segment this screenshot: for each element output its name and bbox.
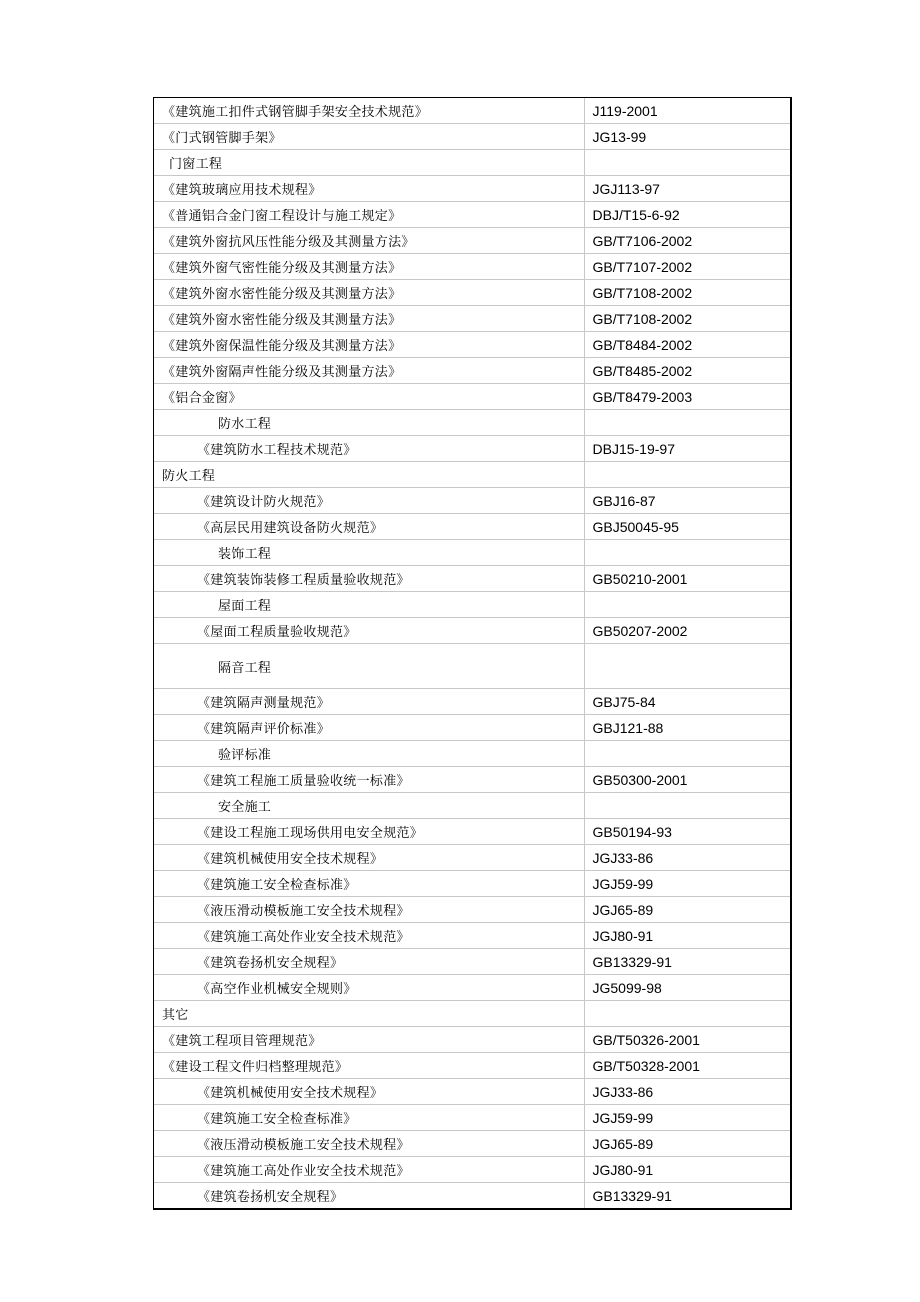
table-row bbox=[154, 923, 790, 949]
standard-name-cell: 《建筑卷扬机安全规程》 bbox=[154, 949, 584, 975]
table-row bbox=[154, 306, 790, 332]
standard-code-cell bbox=[584, 540, 790, 566]
standard-name-cell: 《建筑隔声评价标准》 bbox=[154, 715, 584, 741]
section-title-cell: 装饰工程 bbox=[154, 540, 584, 566]
section-header-row bbox=[154, 793, 790, 819]
standard-name-cell: 《建筑设计防火规范》 bbox=[154, 488, 584, 514]
standard-code-cell bbox=[584, 793, 790, 819]
standard-name-cell: 《建筑机械使用安全技术规程》 bbox=[154, 845, 584, 871]
standard-code-cell: GB/T7108-2002 bbox=[584, 280, 790, 306]
standard-code-cell: JGJ33-86 bbox=[584, 1079, 790, 1105]
standard-code-cell: JGJ33-86 bbox=[584, 845, 790, 871]
standard-name-cell: 《液压滑动模板施工安全技术规程》 bbox=[154, 897, 584, 923]
standard-code-cell: GB/T8485-2002 bbox=[584, 358, 790, 384]
standard-name-cell: 《建筑外窗水密性能分级及其测量方法》 bbox=[154, 306, 584, 332]
table-row bbox=[154, 1157, 790, 1183]
table-row bbox=[154, 1105, 790, 1131]
standard-code-cell: GBJ50045-95 bbox=[584, 514, 790, 540]
table-row bbox=[154, 436, 790, 462]
standard-name-cell: 《建筑施工安全检查标准》 bbox=[154, 1105, 584, 1131]
table-row bbox=[154, 1079, 790, 1105]
table-row bbox=[154, 1131, 790, 1157]
standard-code-cell: DBJ15-19-97 bbox=[584, 436, 790, 462]
section-header-row bbox=[154, 462, 790, 488]
section-title-cell: 验评标准 bbox=[154, 741, 584, 767]
standard-name-cell: 《建筑装饰装修工程质量验收规范》 bbox=[154, 566, 584, 592]
table-row bbox=[154, 384, 790, 410]
standard-code-cell bbox=[584, 410, 790, 436]
table-row bbox=[154, 514, 790, 540]
standard-name-cell: 《建筑卷扬机安全规程》 bbox=[197, 1190, 344, 1205]
section-header-row bbox=[154, 540, 790, 566]
standard-code-cell: GB/T7106-2002 bbox=[584, 228, 790, 254]
table-row bbox=[154, 202, 790, 228]
standard-code-cell: JGJ80-91 bbox=[584, 1157, 790, 1183]
standard-name-cell: 《建设工程文件归档整理规范》 bbox=[154, 1053, 584, 1079]
standards-table-body bbox=[154, 98, 790, 1208]
table-row bbox=[154, 715, 790, 741]
table-row bbox=[154, 228, 790, 254]
standard-code-cell: J119-2001 bbox=[584, 98, 790, 124]
table-row bbox=[154, 949, 790, 975]
standard-name-cell: 《建筑施工高处作业安全技术规范》 bbox=[154, 1157, 584, 1183]
standard-name-cell: 《建筑外窗气密性能分级及其测量方法》 bbox=[154, 254, 584, 280]
standard-code-cell: JGJ65-89 bbox=[584, 897, 790, 923]
standard-name-cell: 《建筑施工扣件式钢管脚手架安全技术规范》 bbox=[154, 98, 584, 124]
standard-name-cell: 《建筑施工高处作业安全技术规范》 bbox=[154, 923, 584, 949]
standard-code-cell: GB13329-91 bbox=[584, 1183, 790, 1209]
standard-name-cell: 《普通铝合金门窗工程设计与施工规定》 bbox=[154, 202, 584, 228]
table-row bbox=[154, 254, 790, 280]
standard-code-cell bbox=[584, 1001, 790, 1027]
standard-code-cell: DBJ/T15-6-92 bbox=[584, 202, 790, 228]
standard-name-cell: 《建设工程施工现场供用电安全规范》 bbox=[154, 819, 584, 845]
section-header-row bbox=[154, 741, 790, 767]
standard-code-cell: JGJ59-99 bbox=[584, 1105, 790, 1131]
standard-code-cell: GB/T7107-2002 bbox=[584, 254, 790, 280]
standard-code-cell: GBJ16-87 bbox=[584, 488, 790, 514]
standard-name-cell: 《建筑外窗水密性能分级及其测量方法》 bbox=[154, 280, 584, 306]
standard-code-cell bbox=[584, 150, 790, 176]
table-row bbox=[154, 897, 790, 923]
standard-name-cell: 《建筑机械使用安全技术规程》 bbox=[154, 1079, 584, 1105]
standard-code-cell bbox=[584, 592, 790, 618]
standard-code-cell: GB50207-2002 bbox=[584, 618, 790, 644]
standard-code-cell: GB/T8484-2002 bbox=[584, 332, 790, 358]
standard-code-cell: JGJ59-99 bbox=[584, 871, 790, 897]
standard-code-cell: GB13329-91 bbox=[584, 949, 790, 975]
section-header-row bbox=[154, 150, 790, 176]
standard-name-cell: 《屋面工程质量验收规范》 bbox=[154, 618, 584, 644]
standard-name-cell: 《建筑施工安全检查标准》 bbox=[154, 871, 584, 897]
section-header-row bbox=[154, 592, 790, 618]
section-title-cell: 隔音工程 bbox=[154, 644, 584, 689]
section-header-row bbox=[154, 644, 790, 689]
table-row bbox=[154, 845, 790, 871]
standard-code-cell: GB50194-93 bbox=[584, 819, 790, 845]
standard-name-cell: 《建筑外窗隔声性能分级及其测量方法》 bbox=[154, 358, 584, 384]
standard-name-cell: 《液压滑动模板施工安全技术规程》 bbox=[154, 1131, 584, 1157]
standard-code-cell: GB/T50328-2001 bbox=[584, 1053, 790, 1079]
table-row bbox=[154, 975, 790, 1001]
standard-name-cell: 《高层民用建筑设备防火规范》 bbox=[154, 514, 584, 540]
table-row bbox=[154, 98, 790, 124]
standard-code-cell: GBJ121-88 bbox=[584, 715, 790, 741]
standard-code-cell: GB/T7108-2002 bbox=[584, 306, 790, 332]
section-title-cell: 防水工程 bbox=[154, 410, 584, 436]
table-row bbox=[154, 767, 790, 793]
standard-name-cell: 《建筑工程施工质量验收统一标准》 bbox=[154, 767, 584, 793]
standard-code-cell bbox=[584, 741, 790, 767]
section-header-row bbox=[154, 1001, 790, 1027]
standard-code-cell: GB50300-2001 bbox=[584, 767, 790, 793]
table-row bbox=[154, 819, 790, 845]
section-title-cell: 防火工程 bbox=[154, 462, 584, 488]
table-row bbox=[154, 124, 790, 150]
standard-name-cell: 《建筑外窗抗风压性能分级及其测量方法》 bbox=[154, 228, 584, 254]
standard-code-cell: JGJ80-91 bbox=[584, 923, 790, 949]
standard-code-cell bbox=[584, 644, 790, 689]
table-row bbox=[154, 1027, 790, 1053]
standard-code-cell: GBJ75-84 bbox=[584, 689, 790, 715]
standard-name-cell: 《高空作业机械安全规则》 bbox=[154, 975, 584, 1001]
table-row bbox=[154, 1183, 790, 1209]
standard-name-cell: 《建筑隔声测量规范》 bbox=[154, 689, 584, 715]
section-title-cell: 门窗工程 bbox=[154, 150, 584, 176]
table-row bbox=[154, 618, 790, 644]
section-title-cell: 屋面工程 bbox=[154, 592, 584, 618]
standard-code-cell: GB/T8479-2003 bbox=[584, 384, 790, 410]
standard-code-cell: JGJ113-97 bbox=[584, 176, 790, 202]
section-header-row bbox=[154, 410, 790, 436]
standards-table bbox=[154, 98, 790, 1208]
standard-name-cell: 《建筑外窗保温性能分级及其测量方法》 bbox=[154, 332, 584, 358]
table-row bbox=[154, 358, 790, 384]
section-title-cell: 其它 bbox=[154, 1001, 584, 1027]
standard-code-cell: JG5099-98 bbox=[584, 975, 790, 1001]
standard-code-cell: JG13-99 bbox=[584, 124, 790, 150]
standard-name-cell: 《建筑防水工程技术规范》 bbox=[154, 436, 584, 462]
standard-name-cell: 《门式钢管脚手架》 bbox=[154, 124, 584, 150]
section-title-cell: 安全施工 bbox=[154, 793, 584, 819]
table-row bbox=[154, 332, 790, 358]
standard-name-cell: 《建筑玻璃应用技术规程》 bbox=[154, 176, 584, 202]
standard-code-cell bbox=[584, 462, 790, 488]
standard-code-cell: JGJ65-89 bbox=[584, 1131, 790, 1157]
table-row bbox=[154, 1053, 790, 1079]
table-row bbox=[154, 488, 790, 514]
standard-code-cell: GB50210-2001 bbox=[584, 566, 790, 592]
standard-name-cell: 《建筑工程项目管理规范》 bbox=[154, 1027, 584, 1053]
standards-table-container bbox=[153, 97, 792, 1210]
table-row bbox=[154, 871, 790, 897]
table-row bbox=[154, 566, 790, 592]
table-row bbox=[154, 280, 790, 306]
standard-code-cell: GB/T50326-2001 bbox=[584, 1027, 790, 1053]
table-row bbox=[154, 176, 790, 202]
table-row bbox=[154, 689, 790, 715]
standard-name-cell: 《铝合金窗》 bbox=[154, 384, 584, 410]
